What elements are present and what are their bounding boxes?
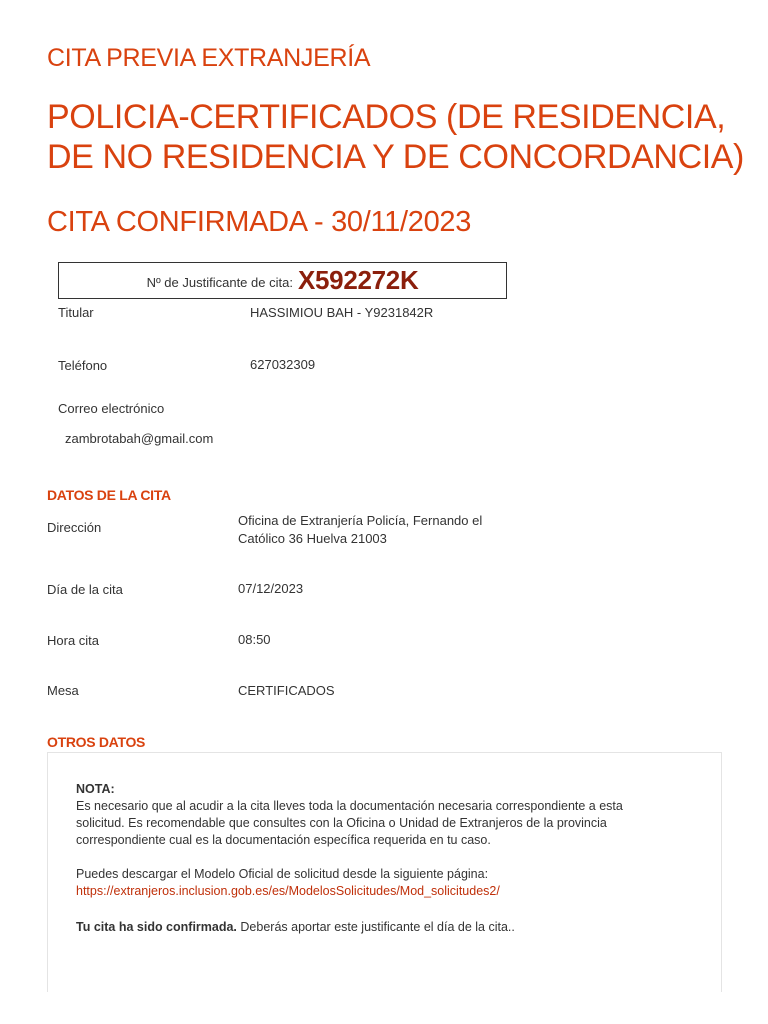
email-value: zambrotabah@gmail.com — [65, 431, 214, 446]
confirmada-message — [76, 919, 693, 936]
nota-line-3: correspondiente cual es la documentación específica requerida en tu caso. — [76, 833, 491, 847]
nota-title: NOTA: — [76, 782, 115, 796]
direccion-line-2: Católico 36 Huelva 21003 — [238, 531, 387, 546]
telefono-label: Teléfono — [58, 358, 108, 373]
telefono-value: 627032309 — [250, 357, 316, 372]
page-title-line-2: DE NO RESIDENCIA Y DE CONCORDANCIA) — [47, 138, 744, 176]
page-subtitle: CITA PREVIA EXTRANJERÍA — [47, 44, 371, 72]
nota-line-1: Es necesario que al acudir a la cita lleves toda la documentación necesaria correspondiente a esta — [76, 799, 623, 813]
titular-label: Titular — [58, 305, 94, 320]
direccion-line-1: Oficina de Extranjería Policía, Fernando el — [238, 513, 483, 528]
datos-cita-section-title: DATOS DE LA CITA — [47, 487, 171, 503]
justificante-code: X592272K — [297, 265, 419, 295]
dia-cita-value: 07/12/2023 — [238, 581, 304, 596]
page-title-line-1: POLICIA-CERTIFICADOS (DE RESIDENCIA, — [47, 98, 726, 136]
justificante-box — [58, 262, 507, 299]
modelos-solicitudes-link[interactable]: https://extranjeros.inclusion.gob.es/es/ModelosSolicitudes/Mod_solicitudes2/ — [76, 884, 500, 898]
hora-cita-label: Hora cita — [47, 633, 100, 648]
direccion-label: Dirección — [47, 520, 102, 535]
nota-box — [47, 752, 722, 992]
nota-line-2: solicitud. Es recomendable que consultes con la Oficina o Unidad de Extranjeros de la provincia — [76, 816, 607, 830]
mesa-label: Mesa — [47, 683, 79, 698]
hora-cita-value: 08:50 — [238, 632, 271, 647]
mesa-value: CERTIFICADOS — [238, 683, 335, 698]
page-title — [47, 97, 747, 177]
otros-datos-section-title: OTROS DATOS — [47, 734, 146, 750]
justificante-label: Nº de Justificante de cita: — [146, 275, 293, 290]
email-label: Correo electrónico — [58, 401, 165, 416]
descarga-text: Puedes descargar el Modelo Oficial de solicitud desde la siguiente página: — [76, 867, 489, 881]
direccion-value — [238, 512, 482, 548]
dia-cita-label: Día de la cita — [47, 582, 123, 597]
titular-value: HASSIMIOU BAH - Y9231842R — [250, 305, 434, 320]
confirmada-rest: Deberás aportar este justificante el día de la cita.. — [236, 920, 515, 934]
confirmation-heading: CITA CONFIRMADA - 30/11/2023 — [47, 206, 472, 238]
confirmada-strong: Tu cita ha sido confirmada. — [76, 920, 237, 934]
